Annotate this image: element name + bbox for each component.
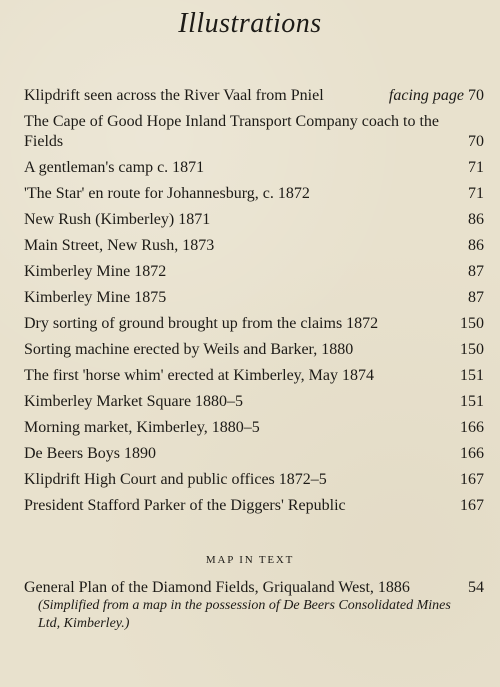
map-caption: General Plan of the Diamond Fields, Griqualand West, 1886 <box>24 579 410 596</box>
list-item <box>24 470 484 490</box>
illustration-caption: Kimberley Mine 1872 <box>24 263 167 280</box>
page-number: 87 <box>468 263 484 280</box>
list-item <box>24 86 484 106</box>
illustration-page <box>389 86 484 106</box>
list-item <box>24 496 484 516</box>
page-number: 151 <box>460 367 484 384</box>
list-item <box>24 112 484 152</box>
page-number: 71 <box>468 185 484 202</box>
page-number: 86 <box>468 237 484 254</box>
page-number: 87 <box>468 289 484 306</box>
list-item <box>24 288 484 308</box>
illustration-caption: Dry sorting of ground brought up from the claims 1872 <box>24 315 379 332</box>
illustration-caption: Kimberley Market Square 1880–5 <box>24 393 244 410</box>
illustration-caption: Morning market, Kimberley, 1880–5 <box>24 419 260 436</box>
page-title: Illustrations <box>178 8 322 39</box>
illustration-caption: A gentleman's camp c. 1871 <box>24 159 205 176</box>
list-item <box>24 340 484 360</box>
illustration-caption: Klipdrift High Court and public offices 1872–5 <box>24 471 327 488</box>
page-number: 151 <box>460 393 484 410</box>
list-item <box>24 418 484 438</box>
page-number: 150 <box>460 341 484 358</box>
map-page-number: 54 <box>468 579 484 596</box>
illustration-caption: Klipdrift seen across the River Vaal from Pniel <box>24 87 324 104</box>
illustration-caption: De Beers Boys 1890 <box>24 445 156 462</box>
map-note: (Simplified from a map in the possession of De Beers Consolidated Mines Ltd, Kimberley.) <box>38 598 451 631</box>
map-list-item <box>24 578 484 633</box>
list-item <box>24 158 484 178</box>
illustration-caption: 'The Star' en route for Johannesburg, c. 1872 <box>24 185 310 202</box>
illustrations-list <box>24 86 484 522</box>
page-number: 167 <box>460 497 484 514</box>
illustration-caption: The Cape of Good Hope Inland Transport Company coach to the Fields <box>24 113 440 150</box>
list-item <box>24 262 484 282</box>
list-item <box>24 210 484 230</box>
illustration-caption: Sorting machine erected by Weils and Barker, 1880 <box>24 341 354 358</box>
page-number: 167 <box>460 471 484 488</box>
list-item <box>24 236 484 256</box>
page-number: 70 <box>468 87 484 104</box>
page-number: 166 <box>460 445 484 462</box>
list-item <box>24 392 484 412</box>
facing-page-label: facing page <box>388 87 464 104</box>
page-number: 150 <box>460 315 484 332</box>
illustration-caption: New Rush (Kimberley) 1871 <box>24 211 211 228</box>
page-number: 71 <box>468 159 484 176</box>
list-item <box>24 184 484 204</box>
page-number: 86 <box>468 211 484 228</box>
list-item <box>24 314 484 334</box>
list-item <box>24 444 484 464</box>
page-number: 166 <box>460 419 484 436</box>
page-number: 70 <box>468 133 484 150</box>
illustration-caption: The first 'horse whim' erected at Kimberley, May 1874 <box>24 367 374 384</box>
illustration-caption: Kimberley Mine 1875 <box>24 289 167 306</box>
map-section-heading: MAP IN TEXT <box>205 554 295 566</box>
list-item <box>24 366 484 386</box>
illustration-caption: Main Street, New Rush, 1873 <box>24 237 215 254</box>
illustration-caption: President Stafford Parker of the Diggers' Republic <box>24 497 346 514</box>
